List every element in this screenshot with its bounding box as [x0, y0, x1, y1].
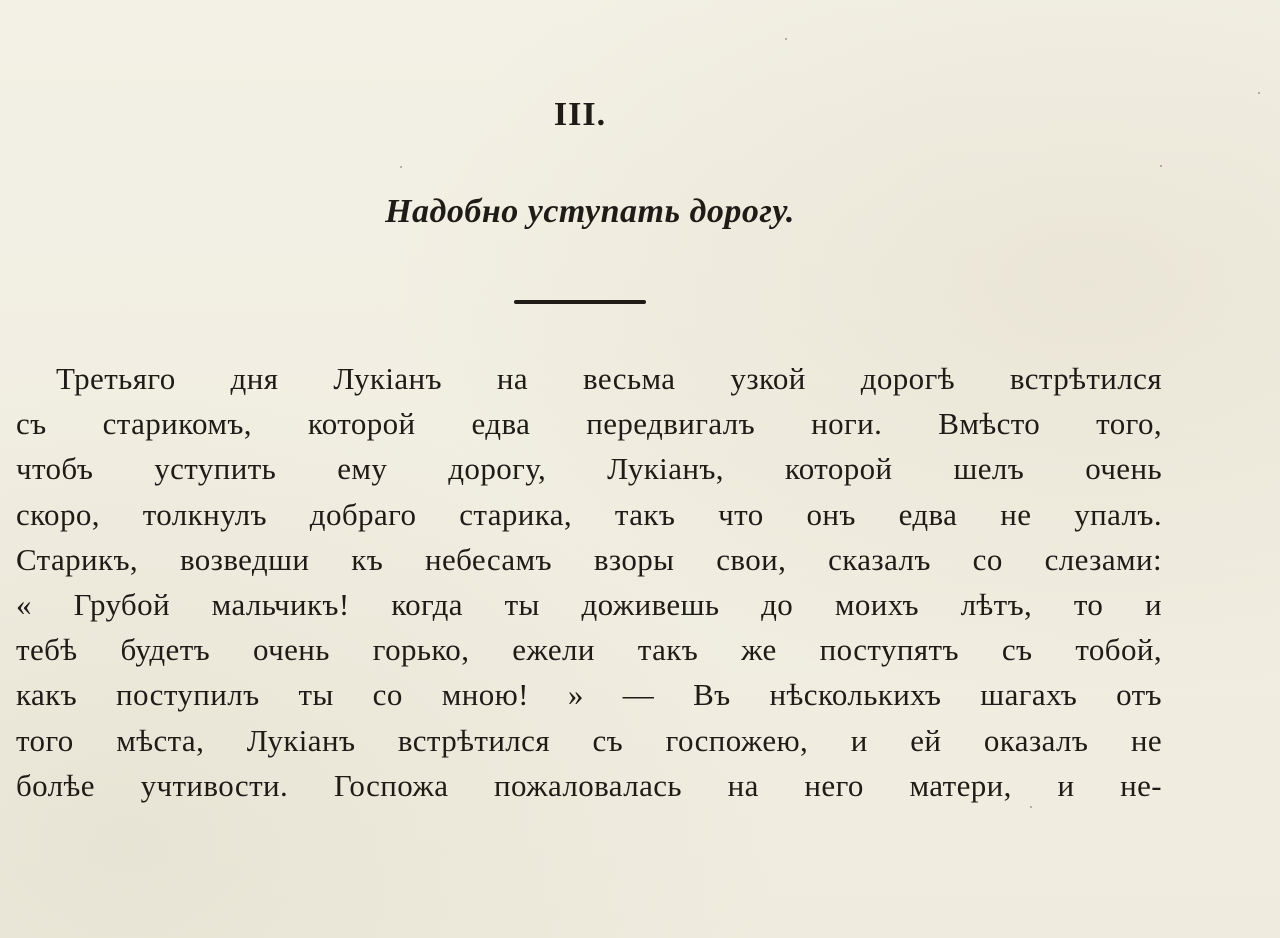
paper-speck [400, 166, 402, 168]
paper-speck [785, 38, 787, 40]
paper-speck [1160, 165, 1162, 167]
text-line-3: чтобъ уступить ему дорогу, Лукіанъ, которой шелъ очень [16, 451, 1162, 487]
paper-speck [1258, 92, 1260, 94]
text-line-10: болѣе учтивости. Госпожа пожаловалась на него матери, и не- [16, 767, 1162, 803]
text-line-5: Старикъ, возведши къ небесамъ взоры свои, сказалъ со слезами: [16, 541, 1162, 577]
body-paragraph [16, 356, 1162, 808]
text-line-8: какъ поступилъ ты со мною! » — Въ нѣсколькихъ шагахъ отъ [16, 677, 1162, 713]
text-line-9: того мѣста, Лукіанъ встрѣтился съ госпожею, и ей оказалъ не [16, 722, 1162, 758]
text-line-1: Третьяго дня Лукіанъ на весьма узкой дорогѣ встрѣтился [56, 361, 1162, 396]
chapter-title: Надобно уступать дорогу. [385, 193, 795, 230]
text-line-2: съ старикомъ, которой едва передвигалъ ноги. Вмѣсто того, [16, 406, 1162, 442]
title-divider-rule [514, 300, 646, 304]
chapter-number: III. [553, 96, 607, 133]
paper-speck [1030, 806, 1032, 808]
text-line-7: тебѣ будетъ очень горько, ежели такъ же поступятъ съ тобой, [16, 632, 1162, 668]
text-line-6: « Грубой мальчикъ! когда ты доживешь до моихъ лѣтъ, то и [16, 586, 1162, 622]
text-line-4: скоро, толкнулъ добраго старика, такъ что онъ едва не упалъ. [16, 496, 1162, 532]
